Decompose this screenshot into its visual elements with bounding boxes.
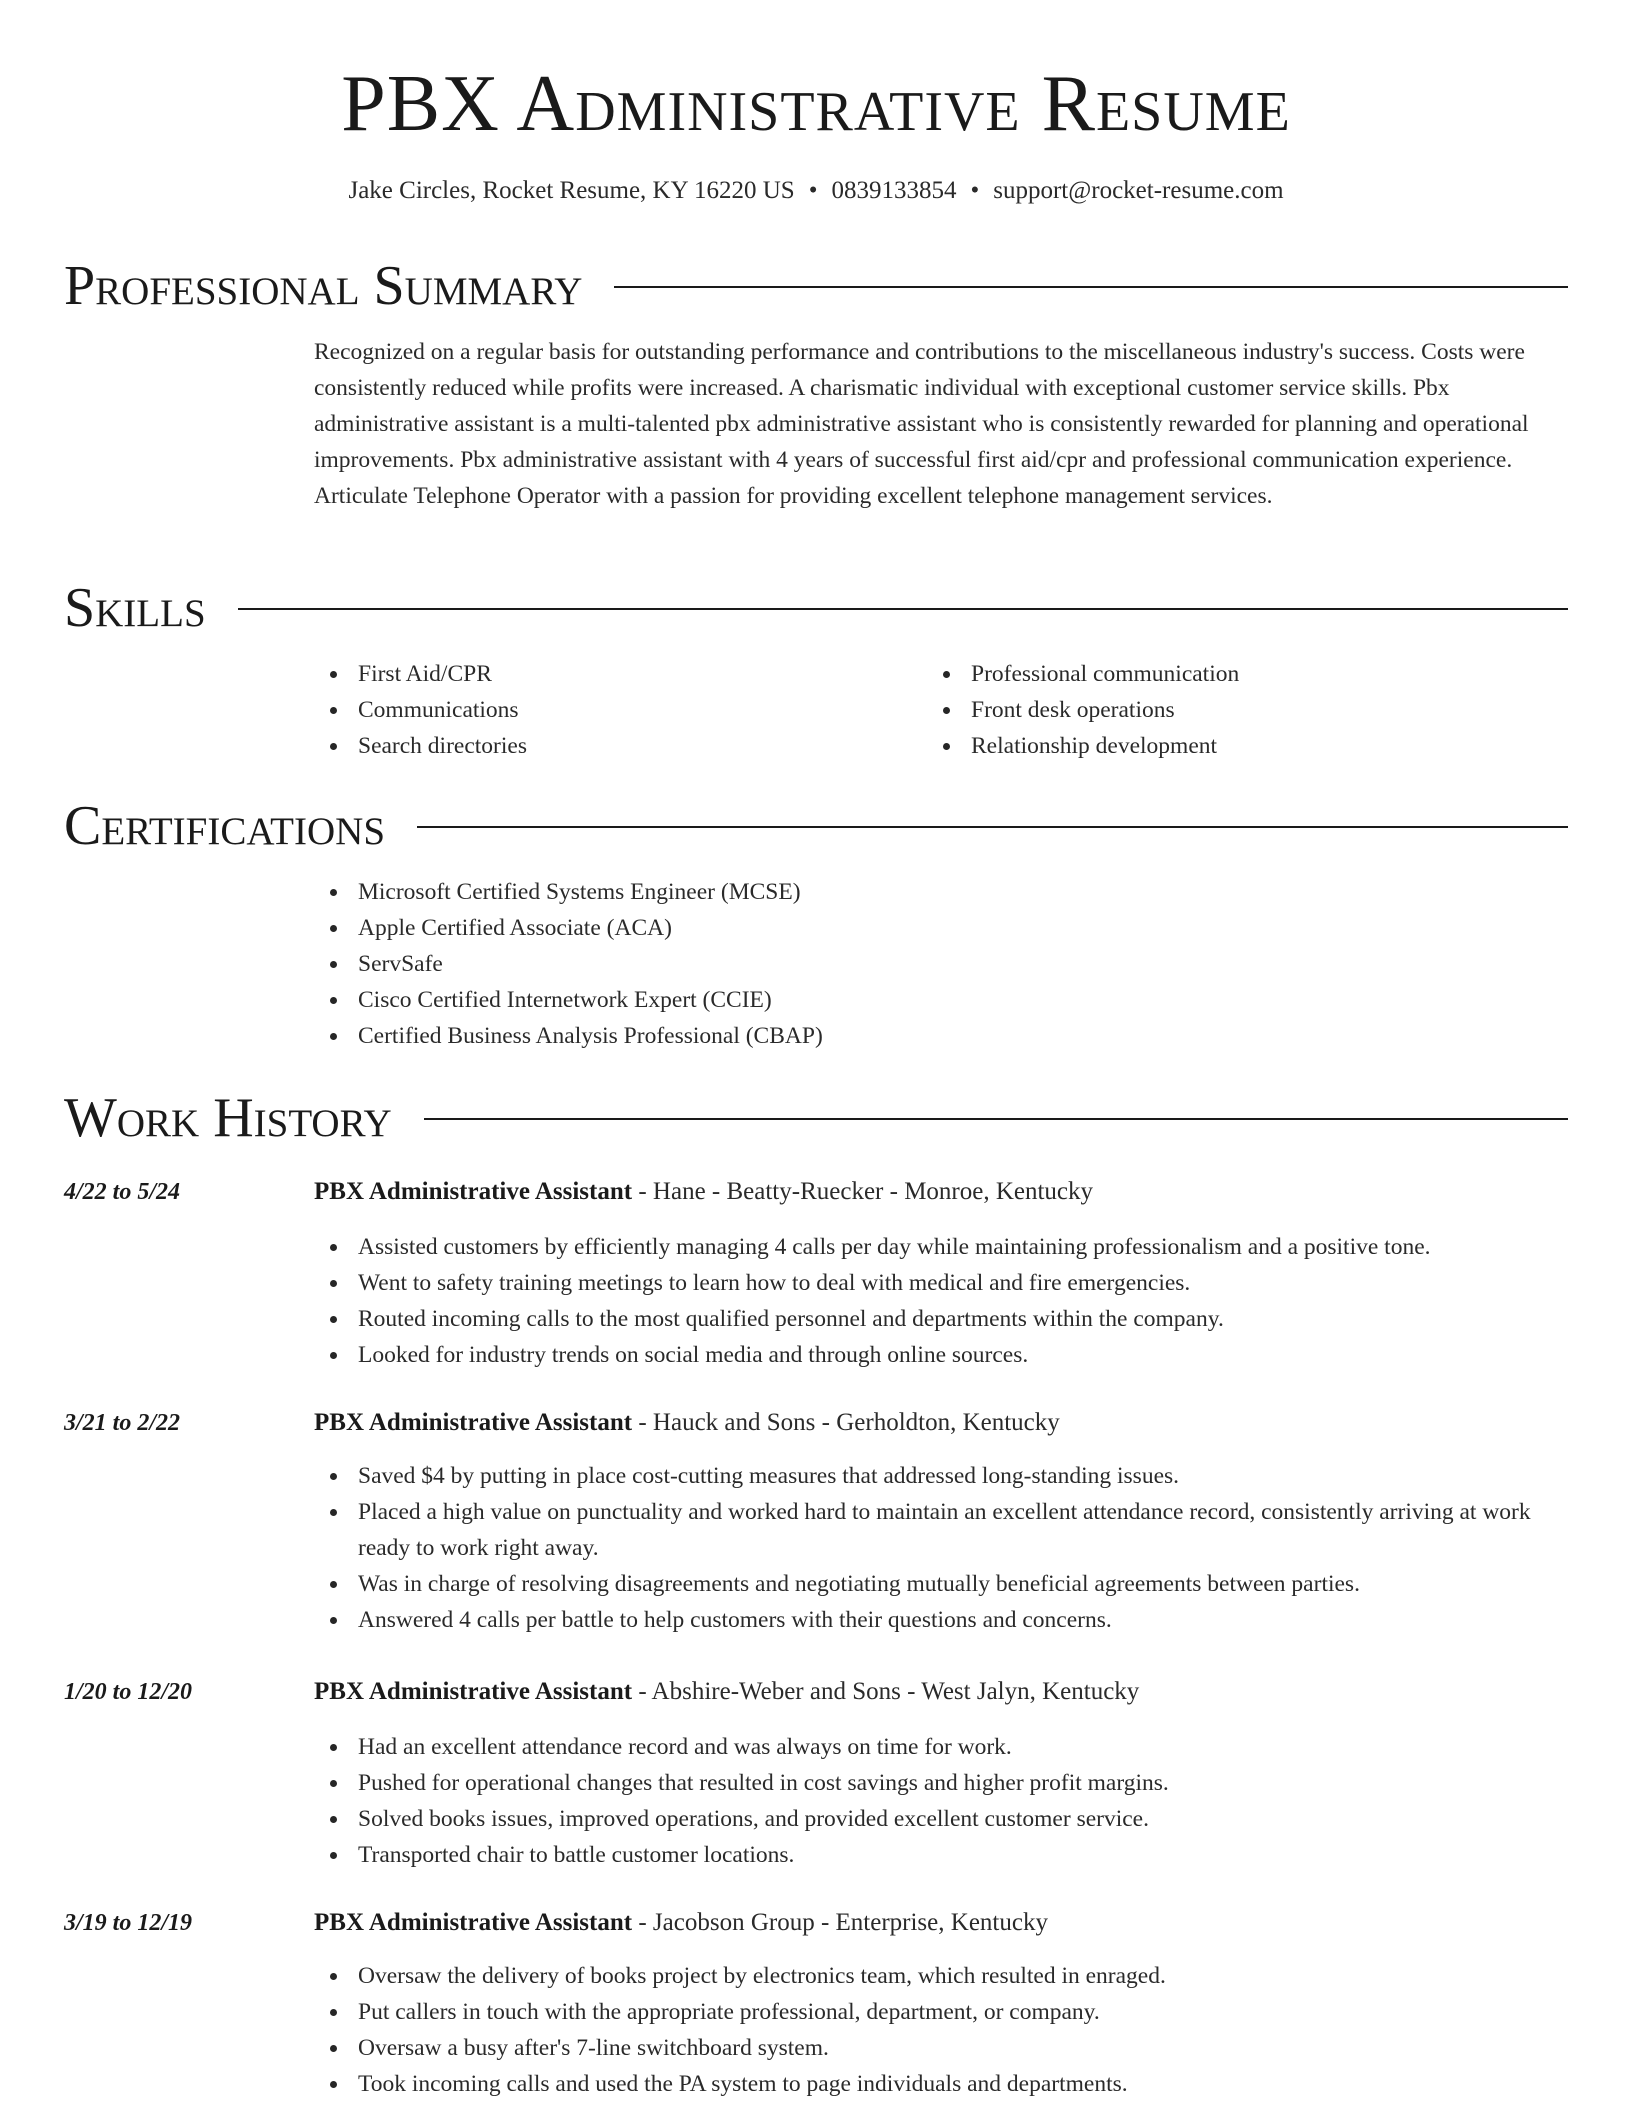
skill-item: Relationship development — [927, 728, 1527, 764]
job-dates: 3/19 to 12/19 — [64, 1910, 193, 1936]
job-bullet: Oversaw the delivery of books project by electronics team, which resulted in enraged. — [314, 1958, 1572, 1994]
contact-line — [0, 174, 1632, 208]
skill-item: Search directories — [314, 728, 914, 764]
section-divider — [614, 286, 1568, 288]
job-bullet: Went to safety training meetings to learn how to deal with medical and fire emergencies. — [314, 1265, 1572, 1301]
certification-item: Apple Certified Associate (ACA) — [314, 910, 1572, 946]
job-bullet: Oversaw a busy after's 7-line switchboard system. — [314, 2030, 1572, 2066]
summary-text: Recognized on a regular basis for outstanding performance and contributions to the miscellaneous industry's success. Costs were consistently reduced while profits were increased. A charismatic individual with exceptional customer service skills. Pbx administrative assistant is a multi-talented pbx administrative assistant who is consistently rewarded for planning and operational improvements. Pbx administrative assistant with 4 years of successful first aid/cpr and professional communication experience. Articulate Telephone Operator with a passion for providing excellent telephone management services. — [314, 339, 1529, 509]
resume-title: PBX Administrative Resume — [341, 60, 1291, 148]
certifications-list — [314, 874, 1572, 1054]
job-bullet: Pushed for operational changes that resulted in cost savings and higher profit margins. — [314, 1765, 1572, 1801]
skill-item: Front desk operations — [927, 692, 1527, 728]
section-title-certifications: Certifications — [64, 795, 386, 857]
job-dates: 4/22 to 5/24 — [64, 1179, 181, 1205]
contact-separator: • — [808, 177, 818, 204]
job-heading — [314, 1905, 1048, 1941]
certification-item: Cisco Certified Internetwork Expert (CCIE) — [314, 982, 1572, 1018]
contact-email[interactable]: support@rocket-resume.com — [993, 177, 1284, 204]
job-heading — [314, 1674, 1139, 1710]
section-title-work-history: Work History — [64, 1087, 392, 1149]
job-bullet: Was in charge of resolving disagreements and negotiating mutually beneficial agreements between parties. — [314, 1566, 1572, 1602]
job-bullet: Took incoming calls and used the PA system to page individuals and departments. — [314, 2066, 1572, 2102]
section-title-summary: Professional Summary — [64, 255, 583, 317]
section-divider — [417, 826, 1568, 828]
job-dates: 3/21 to 2/22 — [64, 1410, 181, 1436]
certification-item: Microsoft Certified Systems Engineer (MCSE) — [314, 874, 1572, 910]
job-bullet-list — [314, 1958, 1572, 2102]
contact-address: Jake Circles, Rocket Resume, KY 16220 US — [348, 177, 795, 204]
section-title-skills: Skills — [64, 577, 206, 639]
skill-item: Professional communication — [927, 656, 1527, 692]
section-header-summary — [64, 254, 1568, 318]
skills-column-right — [927, 656, 1527, 764]
job-heading — [314, 1405, 1060, 1441]
job-dates: 1/20 to 12/20 — [64, 1679, 193, 1705]
job-bullet-list — [314, 1729, 1572, 1873]
job-heading — [314, 1174, 1093, 1210]
section-divider — [424, 1118, 1568, 1120]
section-header-skills — [64, 576, 1568, 640]
section-header-certifications — [64, 794, 1568, 858]
certification-item: Certified Business Analysis Professional (CBAP) — [314, 1018, 1572, 1054]
contact-separator: • — [970, 177, 980, 204]
job-employer: - Abshire-Weber and Sons - West Jalyn, Kentucky — [632, 1678, 1140, 1705]
job-bullet-list — [314, 1458, 1572, 1638]
job-bullet: Placed a high value on punctuality and worked hard to maintain an excellent attendance record, consistently arriving at work ready to work right away. — [314, 1494, 1572, 1566]
section-header-work-history — [64, 1086, 1568, 1150]
job-bullet: Looked for industry trends on social media and through online sources. — [314, 1337, 1572, 1373]
job-employer: - Hane - Beatty-Ruecker - Monroe, Kentucky — [632, 1178, 1094, 1205]
job-bullet: Solved books issues, improved operations, and provided excellent customer service. — [314, 1801, 1572, 1837]
job-bullet: Transported chair to battle customer locations. — [314, 1837, 1572, 1873]
job-bullet: Saved $4 by putting in place cost-cutting measures that addressed long-standing issues. — [314, 1458, 1572, 1494]
skill-item: First Aid/CPR — [314, 656, 914, 692]
certification-item: ServSafe — [314, 946, 1572, 982]
skills-column-left — [314, 656, 914, 764]
job-title: PBX Administrative Assistant — [314, 1678, 633, 1705]
job-bullet: Put callers in touch with the appropriate professional, department, or company. — [314, 1994, 1572, 2030]
job-bullet: Answered 4 calls per battle to help customers with their questions and concerns. — [314, 1602, 1572, 1638]
contact-phone: 0839133854 — [831, 177, 957, 204]
job-title: PBX Administrative Assistant — [314, 1909, 633, 1936]
job-title: PBX Administrative Assistant — [314, 1178, 633, 1205]
skill-item: Communications — [314, 692, 914, 728]
job-bullet: Routed incoming calls to the most qualified personnel and departments within the company. — [314, 1301, 1572, 1337]
job-employer: - Hauck and Sons - Gerholdton, Kentucky — [632, 1409, 1060, 1436]
job-bullet-list — [314, 1229, 1572, 1373]
job-bullet: Had an excellent attendance record and was always on time for work. — [314, 1729, 1572, 1765]
job-title: PBX Administrative Assistant — [314, 1409, 633, 1436]
job-bullet: Assisted customers by efficiently managing 4 calls per day while maintaining professionalism and a positive tone. — [314, 1229, 1572, 1265]
job-employer: - Jacobson Group - Enterprise, Kentucky — [632, 1909, 1048, 1936]
section-divider — [238, 608, 1568, 610]
